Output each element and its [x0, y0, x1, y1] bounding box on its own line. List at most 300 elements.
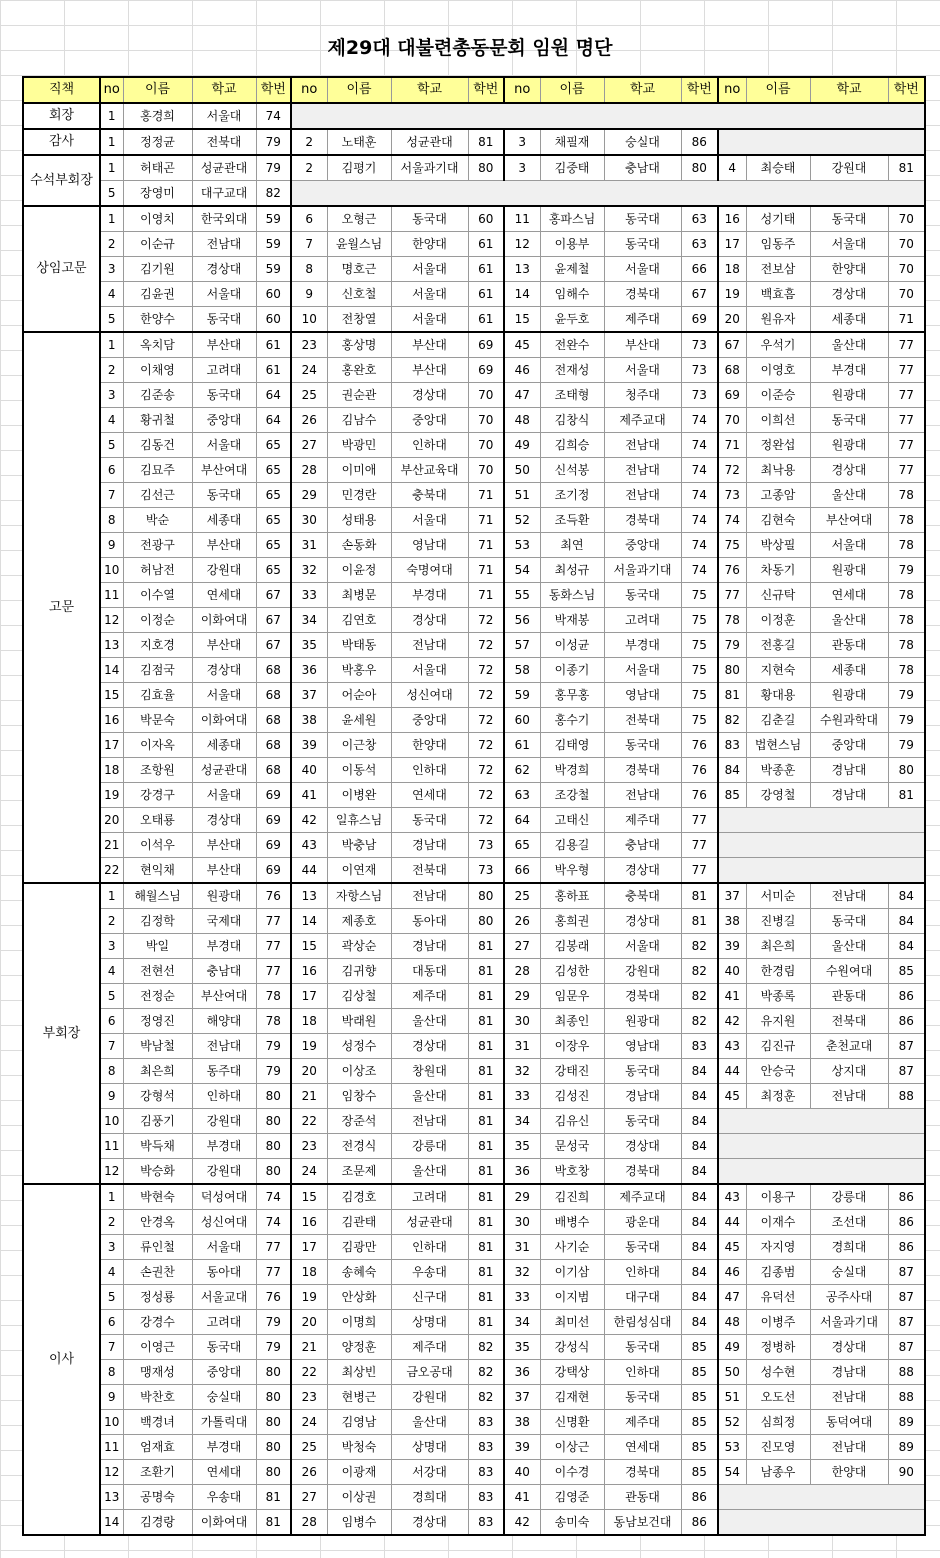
member-school: 인하대 — [391, 1235, 468, 1260]
member-class-year: 85 — [681, 1410, 718, 1435]
member-no: 43 — [718, 1034, 746, 1059]
table-row — [23, 181, 925, 207]
member-name: 임창수 — [327, 1084, 391, 1109]
member-no: 9 — [100, 1084, 123, 1109]
member-name: 홍파스님 — [540, 206, 604, 232]
table-row — [23, 658, 925, 683]
member-class-year: 70 — [468, 458, 504, 483]
member-class-year: 68 — [256, 708, 291, 733]
member-no: 37 — [718, 883, 746, 909]
member-class-year: 89 — [888, 1435, 925, 1460]
member-class-year: 69 — [256, 783, 291, 808]
member-name: 김영준 — [540, 1485, 604, 1510]
member-school: 성균관대 — [391, 129, 468, 155]
member-school: 연세대 — [391, 783, 468, 808]
member-name: 손권찬 — [123, 1260, 192, 1285]
empty-cell — [718, 858, 925, 884]
member-school: 전남대 — [604, 483, 681, 508]
table-row — [23, 1059, 925, 1084]
member-school: 한국외대 — [192, 206, 256, 232]
member-class-year: 84 — [681, 1235, 718, 1260]
member-class-year: 73 — [681, 358, 718, 383]
member-class-year: 70 — [468, 383, 504, 408]
header-name: 이름 — [123, 77, 192, 103]
member-school: 동덕여대 — [810, 1410, 888, 1435]
member-name: 제종호 — [327, 909, 391, 934]
member-name: 홍하표 — [540, 883, 604, 909]
member-name: 해월스님 — [123, 883, 192, 909]
member-name: 이채영 — [123, 358, 192, 383]
table-row — [23, 1285, 925, 1310]
member-name: 홍상명 — [327, 332, 391, 358]
table-row — [23, 1134, 925, 1159]
table-row — [23, 1335, 925, 1360]
member-name: 이준승 — [746, 383, 810, 408]
member-class-year: 86 — [681, 1510, 718, 1536]
member-school: 중앙대 — [192, 1360, 256, 1385]
member-school: 동국대 — [604, 206, 681, 232]
member-no: 82 — [718, 708, 746, 733]
member-no: 15 — [100, 683, 123, 708]
member-name: 강경구 — [123, 783, 192, 808]
member-class-year: 78 — [888, 508, 925, 533]
member-school: 영남대 — [604, 683, 681, 708]
member-class-year: 86 — [888, 1235, 925, 1260]
member-class-year: 70 — [888, 232, 925, 257]
member-school: 부산여대 — [810, 508, 888, 533]
member-class-year: 81 — [468, 1109, 504, 1134]
member-name: 박득채 — [123, 1134, 192, 1159]
member-school: 원광대 — [810, 558, 888, 583]
member-class-year: 71 — [468, 508, 504, 533]
table-row — [23, 1360, 925, 1385]
member-class-year: 77 — [256, 959, 291, 984]
member-no: 18 — [100, 758, 123, 783]
member-no: 4 — [718, 155, 746, 181]
member-no: 42 — [504, 1510, 540, 1536]
table-row — [23, 358, 925, 383]
member-name: 이연재 — [327, 858, 391, 884]
member-class-year: 61 — [256, 332, 291, 358]
member-no: 53 — [504, 533, 540, 558]
member-no: 2 — [291, 155, 327, 181]
member-class-year: 60 — [468, 206, 504, 232]
member-name: 손동화 — [327, 533, 391, 558]
member-school: 중앙대 — [391, 408, 468, 433]
member-no: 16 — [100, 708, 123, 733]
member-name: 허태곤 — [123, 155, 192, 181]
member-school: 금오공대 — [391, 1360, 468, 1385]
member-name: 이상권 — [327, 1485, 391, 1510]
member-no: 61 — [504, 733, 540, 758]
header-class-year: 학번 — [888, 77, 925, 103]
member-school: 우송대 — [192, 1485, 256, 1510]
member-no: 33 — [504, 1285, 540, 1310]
member-name: 고태신 — [540, 808, 604, 833]
member-class-year: 84 — [888, 883, 925, 909]
member-name: 임해수 — [540, 282, 604, 307]
member-school: 동국대 — [810, 206, 888, 232]
member-no: 35 — [504, 1335, 540, 1360]
member-school: 전북대 — [192, 129, 256, 155]
member-class-year: 90 — [888, 1460, 925, 1485]
role-cell: 감사 — [23, 129, 100, 155]
member-class-year: 77 — [888, 408, 925, 433]
member-school: 경상대 — [810, 1335, 888, 1360]
member-no: 14 — [291, 909, 327, 934]
member-school: 제주대 — [391, 1335, 468, 1360]
member-no: 22 — [291, 1109, 327, 1134]
member-no: 5 — [100, 433, 123, 458]
member-school: 전남대 — [604, 433, 681, 458]
member-no: 34 — [504, 1109, 540, 1134]
table-row — [23, 332, 925, 358]
member-no: 12 — [100, 608, 123, 633]
member-no: 8 — [100, 508, 123, 533]
member-class-year: 61 — [468, 282, 504, 307]
member-school: 수원과학대 — [810, 708, 888, 733]
member-name: 안승국 — [746, 1059, 810, 1084]
member-name: 김재현 — [540, 1385, 604, 1410]
member-class-year: 77 — [256, 1260, 291, 1285]
member-name: 김성진 — [540, 1084, 604, 1109]
member-name: 박재봉 — [540, 608, 604, 633]
member-class-year: 68 — [256, 758, 291, 783]
member-class-year: 71 — [468, 558, 504, 583]
member-class-year: 82 — [468, 1360, 504, 1385]
member-no: 80 — [718, 658, 746, 683]
member-no: 17 — [718, 232, 746, 257]
member-name: 이윤정 — [327, 558, 391, 583]
member-no: 17 — [291, 984, 327, 1009]
member-name: 박래원 — [327, 1009, 391, 1034]
member-name: 최연 — [540, 533, 604, 558]
member-class-year: 73 — [468, 833, 504, 858]
member-school: 충남대 — [192, 959, 256, 984]
member-no: 13 — [100, 633, 123, 658]
member-name: 이명희 — [327, 1310, 391, 1335]
member-no: 28 — [291, 458, 327, 483]
member-no: 51 — [718, 1385, 746, 1410]
member-school: 동국대 — [604, 1385, 681, 1410]
member-no: 21 — [100, 833, 123, 858]
member-school: 부산여대 — [192, 984, 256, 1009]
member-class-year: 69 — [681, 307, 718, 333]
member-class-year: 75 — [681, 608, 718, 633]
member-class-year: 81 — [468, 1084, 504, 1109]
member-name: 오도선 — [746, 1385, 810, 1410]
member-name: 최미선 — [540, 1310, 604, 1335]
member-class-year: 81 — [681, 909, 718, 934]
member-school: 강원대 — [192, 558, 256, 583]
member-name: 맹재성 — [123, 1360, 192, 1385]
member-class-year: 81 — [468, 1310, 504, 1335]
member-no: 38 — [718, 909, 746, 934]
member-school: 강릉대 — [810, 1184, 888, 1210]
member-school: 부산대 — [604, 332, 681, 358]
member-no: 12 — [100, 1460, 123, 1485]
member-school: 동국대 — [192, 483, 256, 508]
member-no: 39 — [291, 733, 327, 758]
table-row — [23, 808, 925, 833]
member-school: 서울과기대 — [391, 155, 468, 181]
member-name: 진모영 — [746, 1435, 810, 1460]
member-class-year: 81 — [468, 1260, 504, 1285]
member-name: 최승태 — [746, 155, 810, 181]
member-no: 37 — [504, 1385, 540, 1410]
member-no: 40 — [504, 1460, 540, 1485]
member-no: 9 — [100, 533, 123, 558]
member-class-year: 79 — [888, 558, 925, 583]
member-school: 영남대 — [391, 533, 468, 558]
member-class-year: 71 — [468, 583, 504, 608]
member-name: 박상필 — [746, 533, 810, 558]
member-name: 박태동 — [327, 633, 391, 658]
member-school: 서울대 — [192, 683, 256, 708]
header-class-year: 학번 — [468, 77, 504, 103]
member-no: 36 — [504, 1159, 540, 1185]
member-no: 27 — [504, 934, 540, 959]
member-school: 가톨릭대 — [192, 1410, 256, 1435]
member-school: 동국대 — [604, 1335, 681, 1360]
member-school: 숭실대 — [604, 129, 681, 155]
member-no: 45 — [718, 1084, 746, 1109]
member-school: 동국대 — [810, 408, 888, 433]
header-name: 이름 — [327, 77, 391, 103]
table-row — [23, 257, 925, 282]
member-class-year: 68 — [256, 658, 291, 683]
member-no: 17 — [100, 733, 123, 758]
member-name: 김연호 — [327, 608, 391, 633]
member-class-year: 84 — [681, 1184, 718, 1210]
member-name: 김준송 — [123, 383, 192, 408]
member-name: 황귀철 — [123, 408, 192, 433]
member-class-year: 74 — [681, 533, 718, 558]
member-class-year: 87 — [888, 1335, 925, 1360]
member-class-year: 73 — [468, 858, 504, 884]
member-name: 오형근 — [327, 206, 391, 232]
member-class-year: 76 — [681, 758, 718, 783]
member-class-year: 83 — [681, 1034, 718, 1059]
member-class-year: 74 — [681, 558, 718, 583]
member-name: 김태영 — [540, 733, 604, 758]
member-school: 울산대 — [391, 1159, 468, 1185]
member-school: 충남대 — [604, 833, 681, 858]
member-school: 세종대 — [810, 307, 888, 333]
table-row — [23, 1510, 925, 1536]
member-school: 부산대 — [391, 332, 468, 358]
member-school: 해양대 — [192, 1009, 256, 1034]
member-no: 31 — [504, 1034, 540, 1059]
member-class-year: 65 — [256, 533, 291, 558]
member-school: 경희대 — [391, 1485, 468, 1510]
member-no: 44 — [718, 1210, 746, 1235]
member-name: 유덕선 — [746, 1285, 810, 1310]
member-school: 수원여대 — [810, 959, 888, 984]
member-name: 임문우 — [540, 984, 604, 1009]
member-name: 김윤권 — [123, 282, 192, 307]
member-school: 관동대 — [604, 1485, 681, 1510]
member-class-year: 74 — [681, 483, 718, 508]
table-row — [23, 1485, 925, 1510]
member-name: 김점국 — [123, 658, 192, 683]
member-class-year: 72 — [468, 633, 504, 658]
table-row — [23, 1460, 925, 1485]
member-no: 14 — [100, 1510, 123, 1536]
member-name: 지현숙 — [746, 658, 810, 683]
member-school: 경상대 — [391, 1510, 468, 1536]
member-class-year: 77 — [256, 1235, 291, 1260]
empty-cell — [718, 129, 925, 155]
member-name: 전재성 — [540, 358, 604, 383]
member-no: 85 — [718, 783, 746, 808]
member-no: 64 — [504, 808, 540, 833]
member-school: 부산대 — [192, 533, 256, 558]
member-no: 20 — [100, 808, 123, 833]
table-row — [23, 883, 925, 909]
member-name: 전현선 — [123, 959, 192, 984]
member-no: 26 — [504, 909, 540, 934]
member-school: 강원대 — [192, 1109, 256, 1134]
member-class-year: 79 — [888, 683, 925, 708]
member-no: 2 — [100, 1210, 123, 1235]
member-name: 이성균 — [540, 633, 604, 658]
member-name: 최병문 — [327, 583, 391, 608]
member-class-year: 64 — [256, 408, 291, 433]
member-no: 10 — [100, 1410, 123, 1435]
member-school: 동국대 — [604, 1109, 681, 1134]
member-school: 경상대 — [192, 257, 256, 282]
member-no: 17 — [291, 1235, 327, 1260]
member-school: 경남대 — [810, 758, 888, 783]
member-class-year: 85 — [681, 1335, 718, 1360]
table-row — [23, 984, 925, 1009]
member-name: 정영진 — [123, 1009, 192, 1034]
member-no: 44 — [718, 1059, 746, 1084]
member-no: 8 — [100, 1360, 123, 1385]
member-no: 2 — [100, 909, 123, 934]
member-class-year: 84 — [681, 1059, 718, 1084]
member-name: 김상철 — [327, 984, 391, 1009]
member-school: 대동대 — [391, 959, 468, 984]
table-row — [23, 282, 925, 307]
member-school: 울산대 — [391, 1410, 468, 1435]
member-school: 공주사대 — [810, 1285, 888, 1310]
member-class-year: 85 — [681, 1460, 718, 1485]
header-no: no — [718, 77, 746, 103]
member-school: 관동대 — [810, 633, 888, 658]
member-no: 43 — [718, 1184, 746, 1210]
member-school: 동국대 — [192, 1335, 256, 1360]
member-school: 전남대 — [391, 633, 468, 658]
table-row — [23, 934, 925, 959]
member-class-year: 81 — [468, 1134, 504, 1159]
member-class-year: 83 — [468, 1485, 504, 1510]
member-no: 18 — [291, 1009, 327, 1034]
member-name: 강태진 — [540, 1059, 604, 1084]
member-class-year: 64 — [256, 383, 291, 408]
member-school: 한림성심대 — [604, 1310, 681, 1335]
member-name: 전창열 — [327, 307, 391, 333]
member-school: 충북대 — [604, 883, 681, 909]
table-row — [23, 1210, 925, 1235]
member-class-year: 77 — [256, 909, 291, 934]
member-no: 26 — [291, 408, 327, 433]
member-school: 숭실대 — [810, 1260, 888, 1285]
header-row — [23, 77, 925, 103]
member-no: 79 — [718, 633, 746, 658]
member-class-year: 81 — [468, 959, 504, 984]
member-class-year: 75 — [681, 583, 718, 608]
member-no: 15 — [504, 307, 540, 333]
member-school: 전남대 — [192, 1034, 256, 1059]
member-name: 김진희 — [540, 1184, 604, 1210]
member-class-year: 82 — [468, 1335, 504, 1360]
member-school: 서울대 — [192, 1235, 256, 1260]
member-no: 24 — [291, 358, 327, 383]
member-name: 박홍우 — [327, 658, 391, 683]
member-class-year: 77 — [888, 358, 925, 383]
member-class-year: 72 — [468, 608, 504, 633]
member-class-year: 59 — [256, 257, 291, 282]
table-row — [23, 858, 925, 884]
header-role: 직책 — [23, 77, 100, 103]
table-row — [23, 909, 925, 934]
member-school: 동국대 — [604, 733, 681, 758]
member-no: 24 — [291, 1159, 327, 1185]
member-no: 4 — [100, 408, 123, 433]
member-class-year: 67 — [681, 282, 718, 307]
member-no: 69 — [718, 383, 746, 408]
member-class-year: 72 — [468, 683, 504, 708]
member-class-year: 78 — [888, 533, 925, 558]
member-school: 부산대 — [391, 358, 468, 383]
member-no: 47 — [718, 1285, 746, 1310]
member-class-year: 74 — [681, 458, 718, 483]
member-name: 임병수 — [327, 1510, 391, 1536]
member-no: 6 — [100, 1310, 123, 1335]
member-name: 권순관 — [327, 383, 391, 408]
member-no: 39 — [504, 1435, 540, 1460]
member-school: 부경대 — [192, 1435, 256, 1460]
member-school: 전북대 — [391, 858, 468, 884]
member-name: 강택상 — [540, 1360, 604, 1385]
member-name: 김성한 — [540, 959, 604, 984]
member-school: 동주대 — [192, 1059, 256, 1084]
member-class-year: 87 — [888, 1034, 925, 1059]
member-no: 51 — [504, 483, 540, 508]
member-no: 13 — [291, 883, 327, 909]
header-no: no — [504, 77, 540, 103]
member-no: 22 — [100, 858, 123, 884]
table-row — [23, 206, 925, 232]
member-name: 최성규 — [540, 558, 604, 583]
member-class-year: 82 — [256, 181, 291, 207]
member-no: 7 — [291, 232, 327, 257]
member-class-year: 81 — [888, 155, 925, 181]
member-class-year: 86 — [888, 1210, 925, 1235]
table-row — [23, 733, 925, 758]
member-no: 34 — [291, 608, 327, 633]
member-school: 경북대 — [604, 508, 681, 533]
member-school: 상명대 — [391, 1435, 468, 1460]
member-class-year: 81 — [468, 984, 504, 1009]
member-school: 서울대 — [810, 533, 888, 558]
member-name: 윤제철 — [540, 257, 604, 282]
member-class-year: 83 — [468, 1410, 504, 1435]
member-school: 전남대 — [810, 1435, 888, 1460]
member-no: 43 — [291, 833, 327, 858]
